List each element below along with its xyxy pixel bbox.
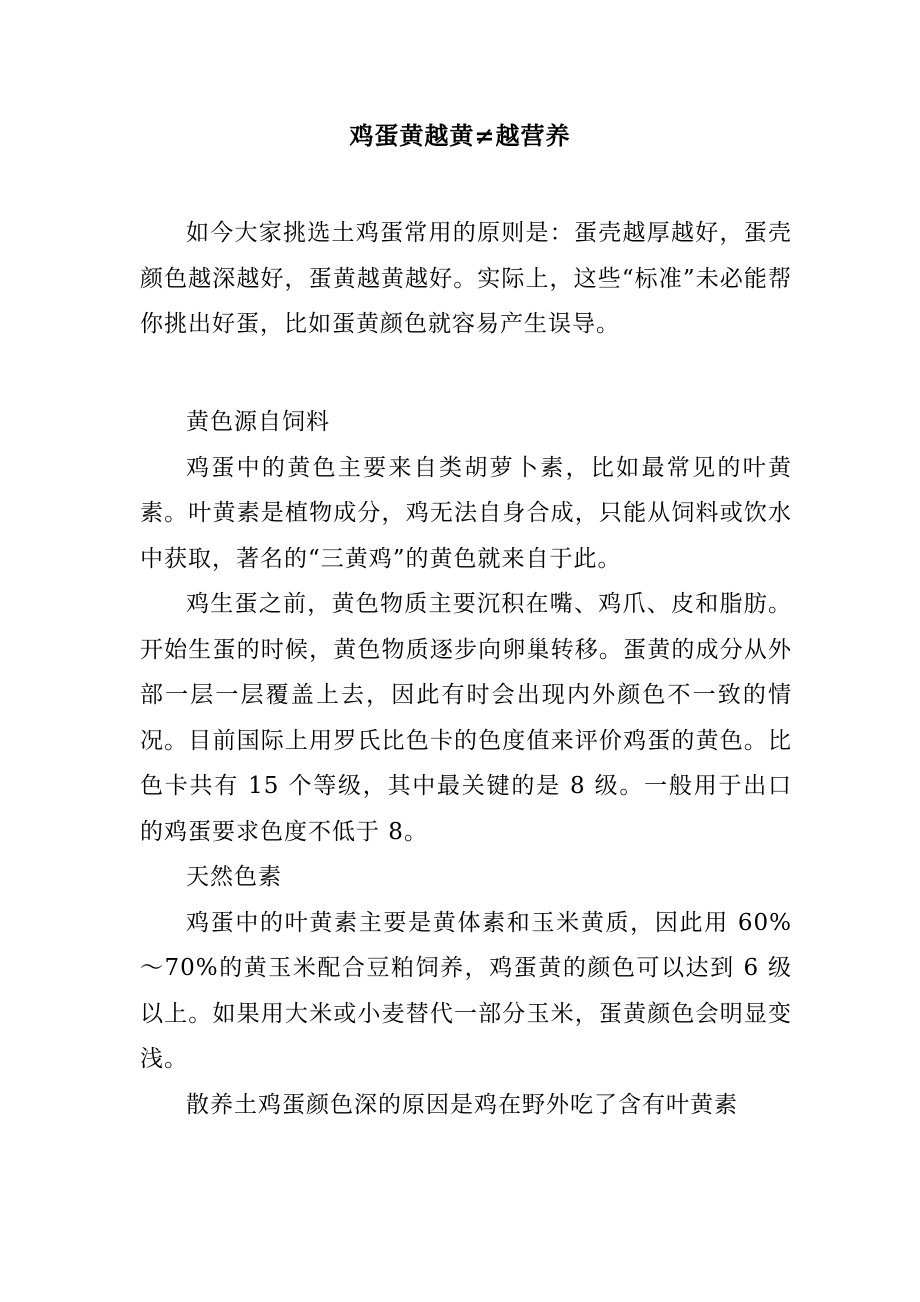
section-heading: 黄色源自饲料 — [186, 409, 330, 435]
body-paragraph: 鸡蛋中的黄色主要来自类胡萝卜素，比如最常见的叶黄素。叶黄素是植物成分，鸡无法自身合成，只能从饲料或饮水中获取，著名的“三黄鸡”的黄色就来自于此。 — [140, 454, 792, 572]
document-title: 鸡蛋黄越黄≠越营养 — [349, 121, 571, 150]
section-heading: 天然色素 — [186, 864, 282, 890]
body-paragraph: 鸡生蛋之前，黄色物质主要沉积在嘴、鸡爪、皮和脂肪。开始生蛋的时候，黄色物质逐步向卵巢转移。蛋黄的成分从外部一层一层覆盖上去，因此有时会出现内外颜色不一致的情况。目前国际上用罗氏比色卡的色度值来评价鸡蛋的黄色。比色卡共有 15 个等级，其中最关键的是 8 级。一般用于出口的鸡蛋要求色度不低于 8。 — [140, 591, 792, 845]
intro-block — [140, 211, 792, 348]
intro-paragraph: 如今大家挑选土鸡蛋常用的原则是：蛋壳越厚越好，蛋壳颜色越深越好，蛋黄越黄越好。实际上，这些“标准”未必能帮你挑出好蛋，比如蛋黄颜色就容易产生误导。 — [140, 220, 792, 337]
section-yellow-source — [140, 400, 792, 1128]
body-paragraph: 散养土鸡蛋颜色深的原因是鸡在野外吃了含有叶黄素 — [186, 1091, 738, 1118]
body-paragraph: 鸡蛋中的叶黄素主要是黄体素和玉米黄质，因此用 60%～70%的黄玉米配合豆粕饲养，鸡蛋黄的颜色可以达到 6 级以上。如果用大米或小麦替代一部分玉米，蛋黄颜色会明显变浅。 — [140, 909, 792, 1072]
